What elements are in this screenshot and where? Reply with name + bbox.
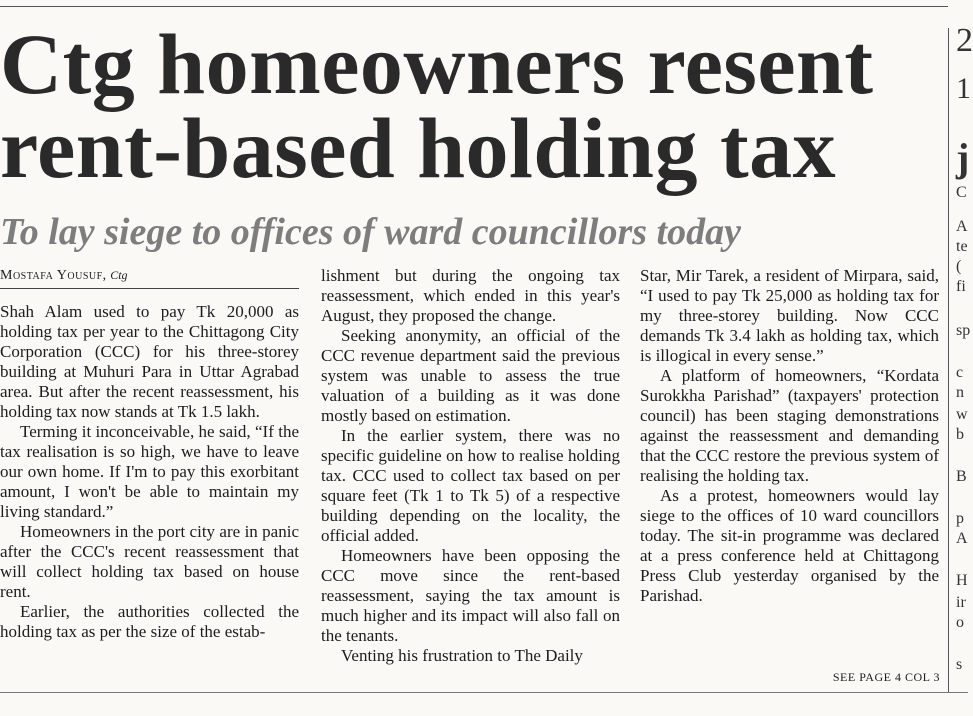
subheadline: To lay siege to offices of ward councillors today (0, 211, 741, 253)
fragment: s (956, 656, 963, 673)
paragraph: Earlier, the authorities collected the holding tax as per the size of the estab- (0, 602, 299, 641)
paragraph: As a protest, homeowners would lay siege to the offices of 10 ward councillors today. The sit-in programme was declared at a press conference held at Chittagong Press Club yesterday organised by the Parishad. (640, 486, 939, 605)
byline-rule (0, 288, 299, 289)
adjacent-article-fragment (952, 0, 973, 692)
paragraph: Homeowners in the port city are in panic after the CCC's recent reassessment that will collect holding tax based on house rent. (0, 522, 299, 601)
fragment: w (956, 406, 968, 423)
fragment: 2 (956, 22, 973, 59)
fragment: c (956, 364, 964, 381)
paragraph: In the earlier system, there was no specific guideline on how to realise holding tax. CCC used to collect tax based on per square feet (Tk 1 to Tk 5) of a respective building depending on the locality, the official added. (321, 426, 620, 545)
article-column-1 (0, 302, 299, 642)
article-column-2 (321, 266, 620, 666)
paragraph: Venting his frustration to The Daily (341, 646, 583, 665)
fragment: sp (956, 322, 971, 339)
paragraph: Shah Alam used to pay Tk 20,000 as holding tax per year to the Chittagong City Corporation (CCC) for his three-storey building at Muhuri Para in Uttar Agrabad area. But after the recent reassessment, his holding tax now stands at Tk 1.5 lakh. (0, 302, 299, 421)
fragment: H (956, 572, 968, 589)
fragment: A (956, 530, 968, 547)
fragment: ir (956, 594, 966, 611)
fragment: 1 (956, 72, 971, 105)
byline-author: Mostafa Yousuf, (0, 268, 107, 283)
paragraph: Homeowners have been opposing the CCC move since the rent-based reassessment, saying the tax amount is much higher and its impact will also fall on the tenants. (321, 546, 620, 645)
continuation-jump: SEE PAGE 4 COL 3 (832, 670, 940, 684)
top-rule (0, 6, 948, 7)
byline-location: Ctg (110, 268, 128, 282)
paragraph: Star, Mir Tarek, a resident of Mirpara, said, “I used to pay Tk 25,000 as holding tax for my three-storey building. Now CCC demands Tk 3.4 lakh as holding tax, which is illogical in every sense.” (640, 266, 939, 365)
article-column-3 (640, 266, 939, 606)
fragment: C (956, 184, 967, 201)
paragraph: Seeking anonymity, an official of the CCC revenue department said the previous system was unable to assess the true valuation of a building as it was done mostly based on estimation. (321, 326, 620, 425)
fragment: ( (956, 258, 962, 275)
paragraph: lishment but during the ongoing tax reassessment, which ended in this year's August, they proposed the change. (321, 266, 620, 325)
fragment: n (956, 384, 964, 401)
fragment: p (956, 510, 964, 527)
fragment: b (956, 426, 964, 443)
byline (0, 266, 300, 285)
fragment: B (956, 468, 967, 485)
paragraph: A platform of homeowners, “Kordata Surokkha Parishad” (taxpayers' protection council) has been staging demonstrations against the reassessment and demanding that the CCC restore the previous system of realising the holding tax. (640, 366, 939, 485)
bottom-rule (0, 692, 968, 693)
fragment: j (956, 135, 970, 180)
column-divider (948, 28, 949, 692)
fragment: A (956, 218, 968, 235)
fragment: o (956, 614, 964, 631)
headline: Ctg homeowners resent rent-based holding tax (0, 16, 874, 196)
paragraph: Terming it inconceivable, he said, “If the tax realisation is so high, we have to leave our own home. If I'm to pay this exorbitant amount, I won't be able to maintain my living standard.” (0, 422, 299, 521)
fragment: fi (956, 278, 966, 295)
fragment: te (956, 238, 968, 255)
